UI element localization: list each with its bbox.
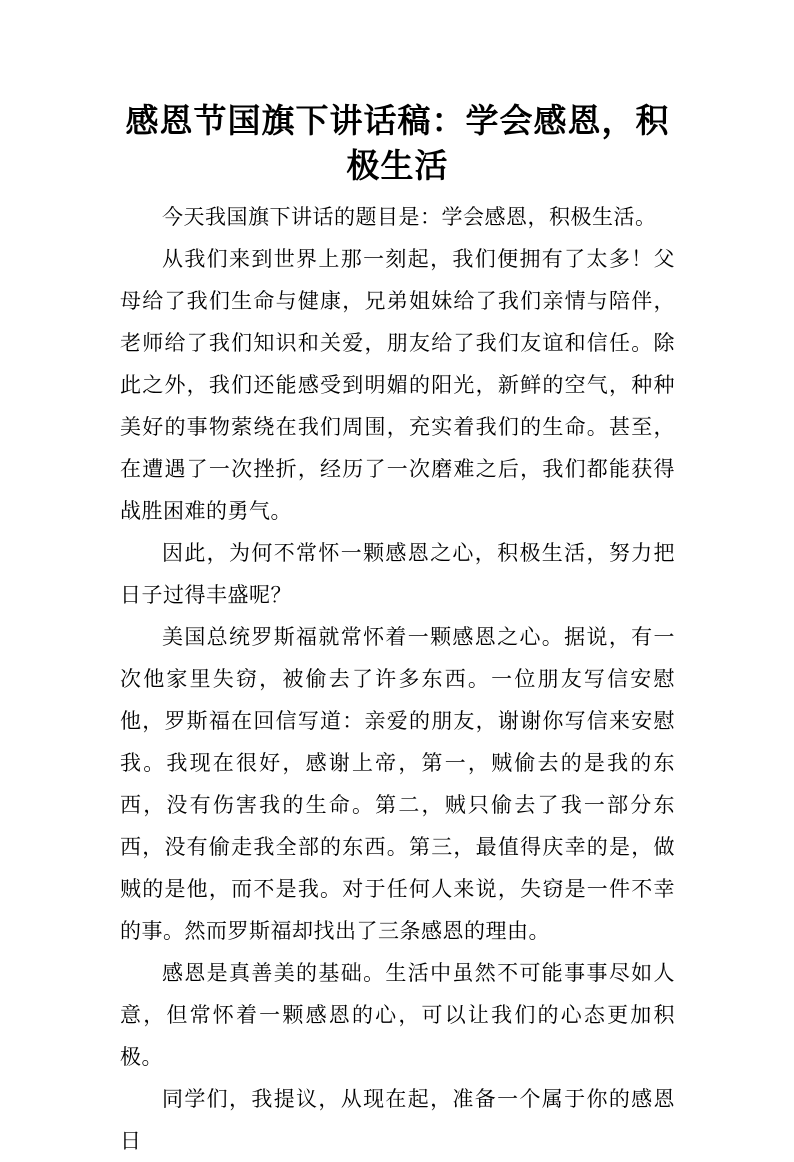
paragraph-topic: 今天我国旗下讲话的题目是：学会感恩，积极生活。 <box>162 205 657 229</box>
paragraph-gratitude-gifts: 从我们来到世界上那一刻起，我们便拥有了太多！父母给了我们生命与健康，兄弟姐妹给了我们亲情与陪伴，老师给了我们知识和关爱，朋友给了我们友谊和信任。除此之外，我们还能感受到明媚的阳光，新鲜的空气，种种美好的事物萦绕在我们周围，充实着我们的生命。甚至，在遭遇了一次挫折，经历了一次磨难之后，我们都能获得战胜困难的勇气。 <box>120 247 675 523</box>
paragraph-proposal: 同学们，我提议，从现在起，准备一个属于你的感恩日 <box>120 1087 675 1153</box>
paragraph-question: 因此，为何不常怀一颗感恩之心，积极生活，努力把日子过得丰盛呢？ <box>120 541 675 607</box>
document-page <box>120 98 675 1162</box>
paragraph-foundation: 感恩是真善美的基础。生活中虽然不可能事事尽如人意，但常怀着一颗感恩的心，可以让我们的心态更加积极。 <box>120 961 675 1069</box>
paragraph-roosevelt-story: 美国总统罗斯福就常怀着一颗感恩之心。据说，有一次他家里失窃，被偷去了许多东西。一位朋友写信安慰他，罗斯福在回信写道：亲爱的朋友，谢谢你写信来安慰我。我现在很好，感谢上帝，第一，贼偷去的是我的东西，没有伤害我的生命。第二，贼只偷去了我一部分东西，没有偷走我全部的东西。第三，最值得庆幸的是，做贼的是他，而不是我。对于任何人来说，失窃是一件不幸的事。然而罗斯福却找出了三条感恩的理由。 <box>120 625 675 943</box>
document-title: 感恩节国旗下讲话稿：学会感恩，积极生活 <box>125 101 670 185</box>
